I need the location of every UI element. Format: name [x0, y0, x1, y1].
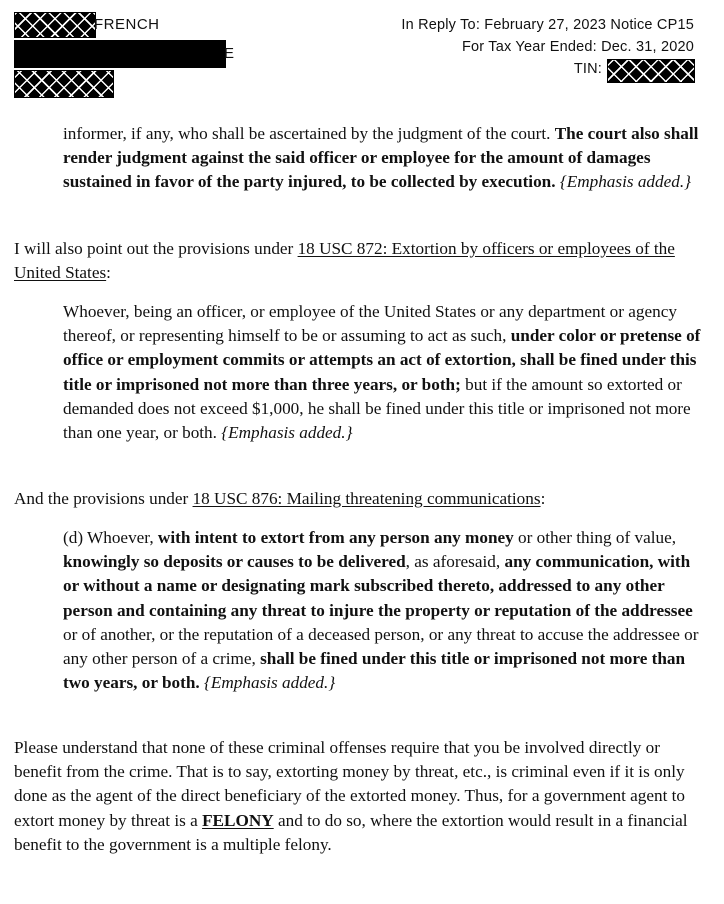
recipient-name-suffix: FRENCH	[94, 16, 160, 33]
bold-emphasis: knowingly so deposits or causes to be delivered	[63, 552, 406, 572]
bold-emphasis: under color or pretense of office or employment commits or attempts an act of extortion, shall be fined under this title or imprisoned not more than three years, or both;	[63, 326, 701, 394]
bold-emphasis: The court also shall render judgment against the said officer or employee for the amount of damages sustained in favor of the party injured, to be collected by execution.	[63, 124, 699, 192]
emphasis-note: {Emphasis added.}	[559, 172, 692, 192]
closing-paragraph: Please understand that none of these criminal offenses require that you be involved directly or benefit from the crime. That is to say, extorting money by threat, etc., is criminal even if it is only done as the agent of the direct beneficiary of the extorted money. Thus, for a government agent to extort money by threat is a FELONY and to do so, where the extortion would result in a financial benefit to the government is a multiple felony.	[14, 738, 688, 854]
tax-year-line: For Tax Year Ended: Dec. 31, 2020	[461, 39, 694, 55]
redacted-tin	[607, 59, 695, 83]
address-suffix: E	[224, 45, 235, 62]
emphasis-note: {Emphasis added.}	[204, 673, 336, 693]
bold-emphasis: with intent to extort from any person any money	[157, 528, 514, 547]
emphasis-note: {Emphasis added.}	[221, 423, 353, 443]
quote-paragraph-1: informer, if any, who shall be ascertained by the judgment of the court. The court also shall render judgment against the said officer or employee for the amount of damages sustained in favor of the party injured, to be collected by execution. {Emphasis added.}	[63, 124, 699, 192]
quote-paragraph-876: (d) Whoever, with intent to extort from any person any money or other thing of value, knowingly so deposits or causes to be delivered, as aforesaid, any communication, with or without a name or designating mark subscribed thereto, addressed to any other person and containing any threat to injure the property or reputation of the addressee or of another, or the reputation of a deceased person, or any threat to accuse the addressee or any other person of a crime, shall be fined under this title or imprisoned not more than two years, or both. {Emphasis added.}	[63, 528, 699, 693]
bold-emphasis: shall be fined under this title or imprisoned not more than two years, or both.	[63, 649, 686, 693]
redacted-address-line	[14, 40, 226, 68]
paragraph-18-usc-872: I will also point out the provisions under 18 USC 872: Extortion by officers or employees of the United States:	[14, 239, 675, 283]
statute-link-18-usc-876: 18 USC 876: Mailing threatening communications	[192, 489, 541, 508]
statute-link-18-usc-872: 18 USC 872: Extortion by officers or employees of the United States	[14, 239, 675, 283]
quote-paragraph-872: Whoever, being an officer, or employee of the United States or any department or agency thereof, or representing himself to be or assuming to act as such, under color or pretense of office or employment commits or attempts an act of extortion, shall be fined under this title or imprisoned not more than three years, or both; but if the amount so extorted or demanded does not exceed $1,000, he shall be fined under this title or imprisoned not more than one year, or both. {Emphasis added.}	[63, 302, 701, 443]
redacted-city-line	[14, 70, 114, 98]
paragraph-18-usc-876: And the provisions under 18 USC 876: Mailing threatening communications:	[14, 489, 546, 508]
redacted-name	[14, 12, 96, 38]
felony-emphasis: FELONY	[202, 810, 274, 830]
reply-to-line: In Reply To: February 27, 2023 Notice CP15	[401, 17, 694, 33]
tin-label: TIN:	[573, 61, 602, 77]
bold-emphasis: any communication, with or without a name or designating mark subscribed thereto, addressed to any other person and containing any threat to injure the property or reputation of the addressee	[63, 552, 693, 620]
